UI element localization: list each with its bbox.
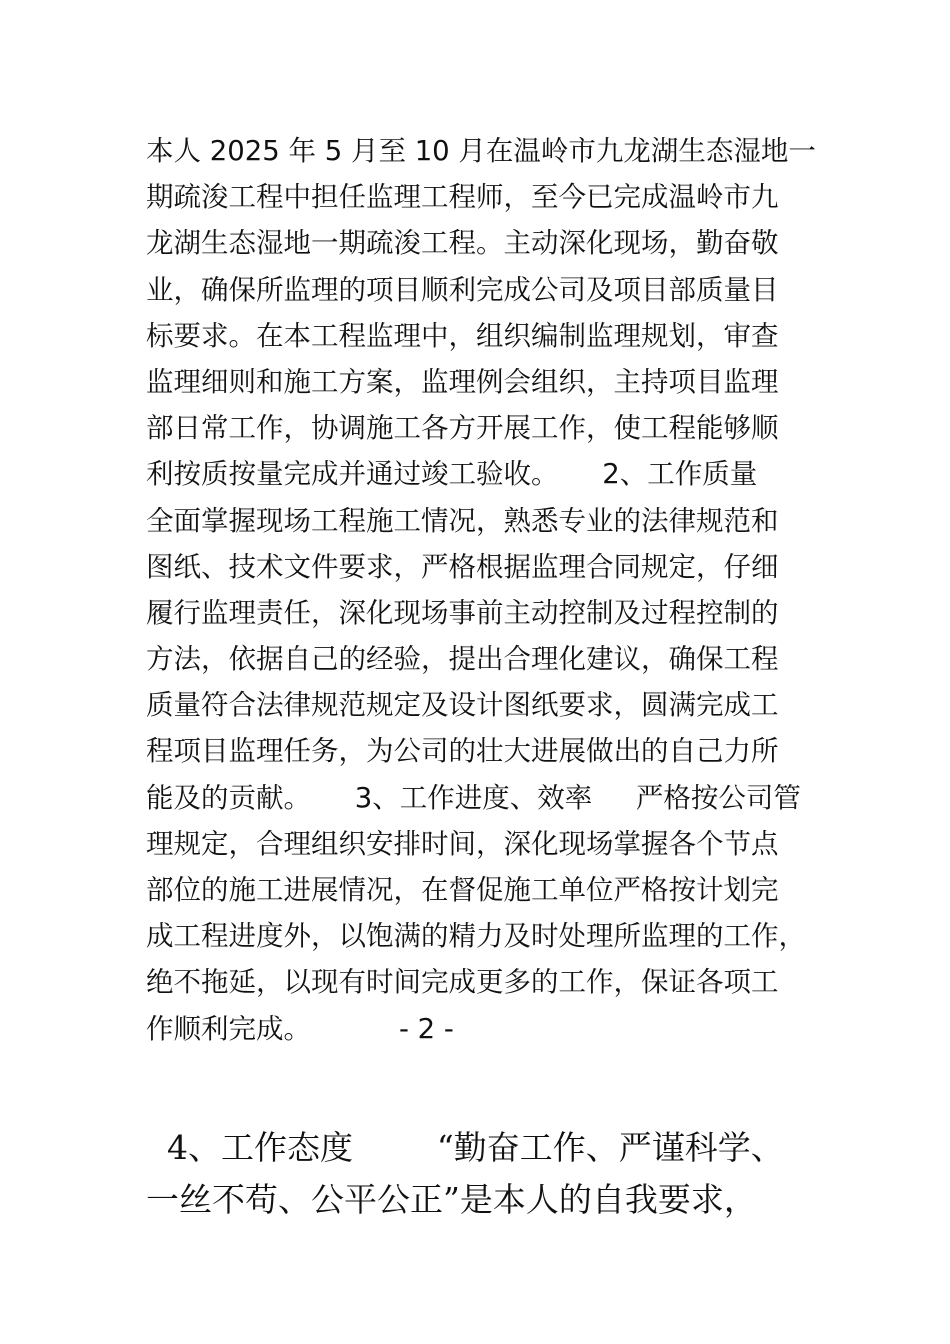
text-line: 业，确保所监理的项目顺利完成公司及项目部质量目 [146,273,779,306]
text-line: 质量符合法律规范规定及设计图纸要求，圆满完成工 [146,689,779,722]
next-page-line: 一丝不苟、公平公正”是本人的自我要求， [146,1180,757,1219]
text-line: 监理细则和施工方案，监理例会组织，主持项目监理 [146,365,779,398]
last-line-text: 作顺利完成。 [146,1012,311,1045]
text-line: 利按质按量完成并通过竣工验收。 2、工作质量 [146,458,758,491]
body-paragraph [146,128,816,1052]
text-line: 方法，依据自己的经验，提出合理化建议，确保工程 [146,643,779,676]
text-line: 期疏浚工程中担任监理工程师，至今已完成温岭市九 [146,181,779,214]
text-line: 全面掌握现场工程施工情况，熟悉专业的法律规范和 [146,504,779,537]
text-line: 能及的贡献。 3、工作进度、效率 严格按公司管 [146,781,801,814]
text-line: 龙湖生态湿地一期疏浚工程。主动深化现场，勤奋敬 [146,227,779,260]
last-text-line [146,1006,816,1052]
next-page-line: 4、工作态度 “勤奋工作、严谨科学、 [146,1128,784,1167]
next-page-paragraph [146,1122,836,1226]
text-line: 成工程进度外，以饱满的精力及时处理所监理的工作， [146,920,806,953]
text-line: 程项目监理任务，为公司的壮大进展做出的自己力所 [146,735,779,768]
text-line: 本人 2025 年 5 月至 10 月在温岭市九龙湖生态湿地一 [146,135,816,167]
text-line: 部日常工作，协调施工各方开展工作，使工程能够顺 [146,412,779,445]
page-number: - 2 - [399,1012,454,1045]
text-line: 绝不拖延，以现有时间完成更多的工作，保证各项工 [146,966,779,999]
text-line: 部位的施工进展情况，在督促施工单位严格按计划完 [146,874,779,906]
text-line: 履行监理责任，深化现场事前主动控制及过程控制的 [146,596,779,629]
text-line: 标要求。在本工程监理中，组织编制监理规划，审查 [146,319,779,352]
text-line: 图纸、技术文件要求，严格根据监理合同规定，仔细 [146,550,779,583]
text-line: 理规定，合理组织安排时间，深化现场掌握各个节点 [146,827,779,860]
